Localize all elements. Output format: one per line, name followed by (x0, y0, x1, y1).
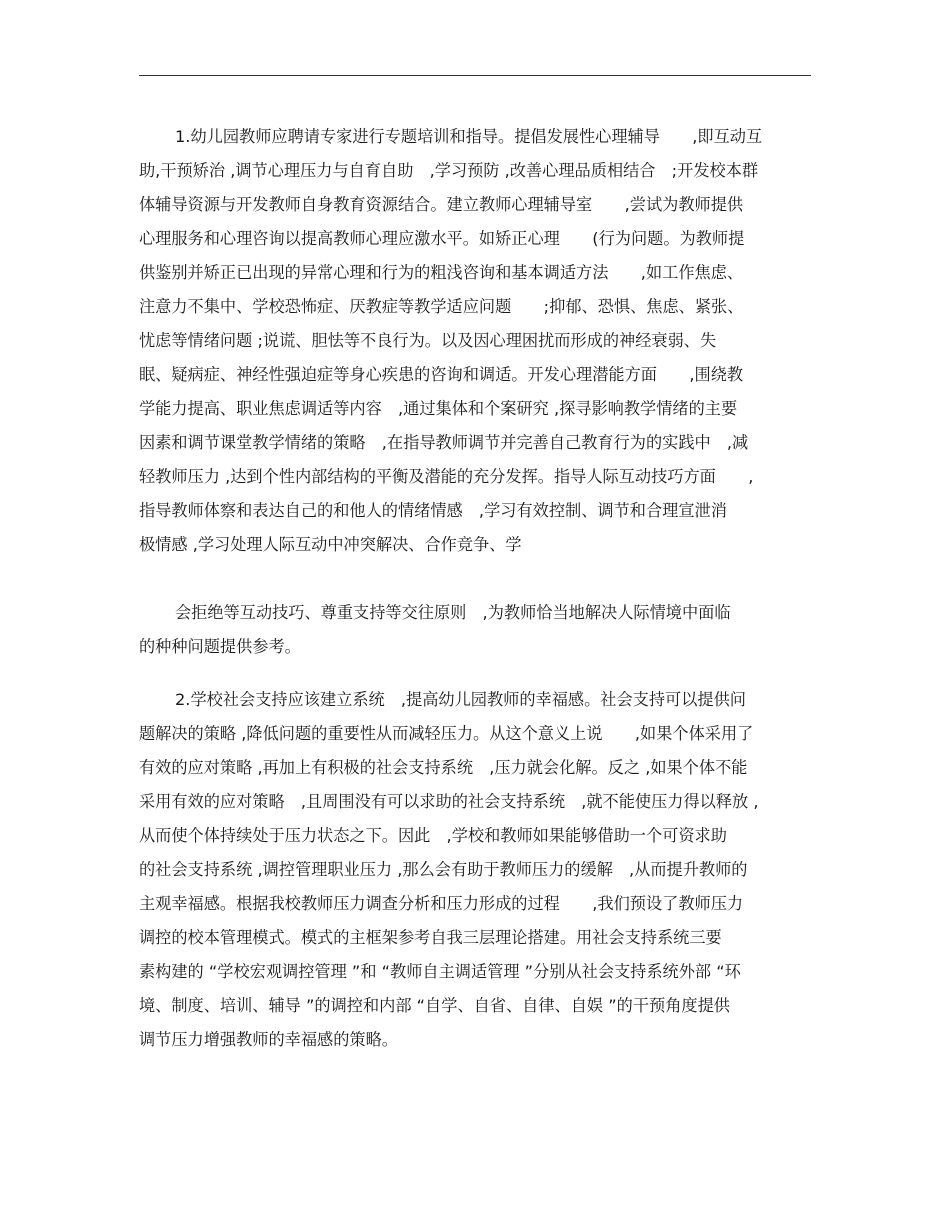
header-rule (139, 75, 811, 76)
paragraph-1 (139, 120, 811, 562)
paragraph-line: 会拒绝等互动技巧、尊重支持等交往原则 ,为教师恰当地解决人际情境中面临 (175, 603, 731, 622)
paragraph-line: 供鉴别并矫正已出现的异常心理和行为的粗浅咨询和基本调适方法 ,如工作焦虑、 (139, 263, 744, 282)
paragraph-line: 2.学校社会支持应该建立系统 ,提高幼儿园教师的幸福感。社会支持可以提供问 (175, 690, 746, 709)
paragraph-line: 因素和调节课堂教学情绪的策略 ,在指导教师调节并完善自己教育行为的实践中 ,减 (139, 433, 749, 452)
paragraph-line: 1.幼儿园教师应聘请专家进行专题培训和指导。提倡发展性心理辅导 ,即互动互 (175, 127, 763, 146)
paragraph-line: 采用有效的应对策略 ,且周围没有可以求助的社会支持系统 ,就不能使压力得以释放 , (139, 792, 759, 811)
paragraph-2 (139, 596, 811, 664)
paragraph-line: 注意力不集中、学校恐怖症、厌教症等教学适应问题 ;抑郁、恐惧、焦虑、紧张、 (139, 297, 744, 316)
paragraph-line: 轻教师压力 ,达到个性内部结构的平衡及潜能的充分发挥。指导人际互动技巧方面 , (139, 467, 754, 486)
paragraph-line: 学能力提高、职业焦虑调适等内容 ,通过集体和个案研究 ,探寻影响教学情绪的主要 (139, 399, 738, 418)
paragraph-line: 素构建的 “学校宏观调控管理 ”和 “教师自主调适管理 ”分别从社会支持系统外部 “环 (139, 962, 741, 981)
paragraph-line: 调控的校本管理模式。模式的主框架参考自我三层理论搭建。用社会支持系统三要 (139, 928, 722, 947)
paragraph-line: 调节压力增强教师的幸福感的策略。 (139, 1030, 398, 1049)
paragraph-line: 眠、疑病症、神经性强迫症等身心疾患的咨询和调适。开发心理潜能方面 ,围绕教 (139, 365, 744, 384)
paragraph-line: 指导教师体察和表达自己的和他人的情绪情感 ,学习有效控制、调节和合理宣泄消 (139, 501, 727, 520)
paragraph-line: 有效的应对策略 ,再加上有积极的社会支持系统 ,压力就会化解。反之 ,如果个体不能 (139, 758, 748, 777)
paragraph-line: 忧虑等情绪问题 ;说谎、胆怯等不良行为。以及因心理困扰而形成的神经衰弱、失 (139, 331, 717, 350)
paragraph-line: 境、制度、培训、辅导 ”的调控和内部 “自学、自省、自律、自娱 ”的干预角度提供 (139, 996, 730, 1015)
paragraph-line: 的种种问题提供参考。 (139, 637, 301, 656)
paragraph-line: 体辅导资源与开发教师自身教育资源结合。建立教师心理辅导室 ,尝试为教师提供 (139, 195, 744, 214)
paragraph-line: 的社会支持系统 ,调控管理职业压力 ,那么会有助于教师压力的缓解 ,从而提升教师的 (139, 860, 748, 879)
paragraph-line: 主观幸福感。根据我校教师压力调查分析和压力形成的过程 ,我们预设了教师压力 (139, 894, 744, 913)
paragraph-line: 心理服务和心理咨询以提高教师心理应激水平。如矫正心理 (行为问题。为教师提 (139, 229, 745, 248)
paragraph-line: 助,干预矫治 ,调节心理压力与自育自助 ,学习预防 ,改善心理品质相结合 ;开发校本群 (139, 161, 759, 180)
paragraph-3 (139, 683, 811, 1057)
paragraph-line: 题解决的策略 ,降低问题的重要性从而减轻压力。从这个意义上说 ,如果个体采用了 (139, 724, 754, 743)
paragraph-line: 极情感 ,学习处理人际互动中冲突解决、合作竞争、学 (139, 535, 522, 554)
paragraph-line: 从而使个体持续处于压力状态之下。因此 ,学校和教师如果能够借助一个可资求助 (139, 826, 727, 845)
